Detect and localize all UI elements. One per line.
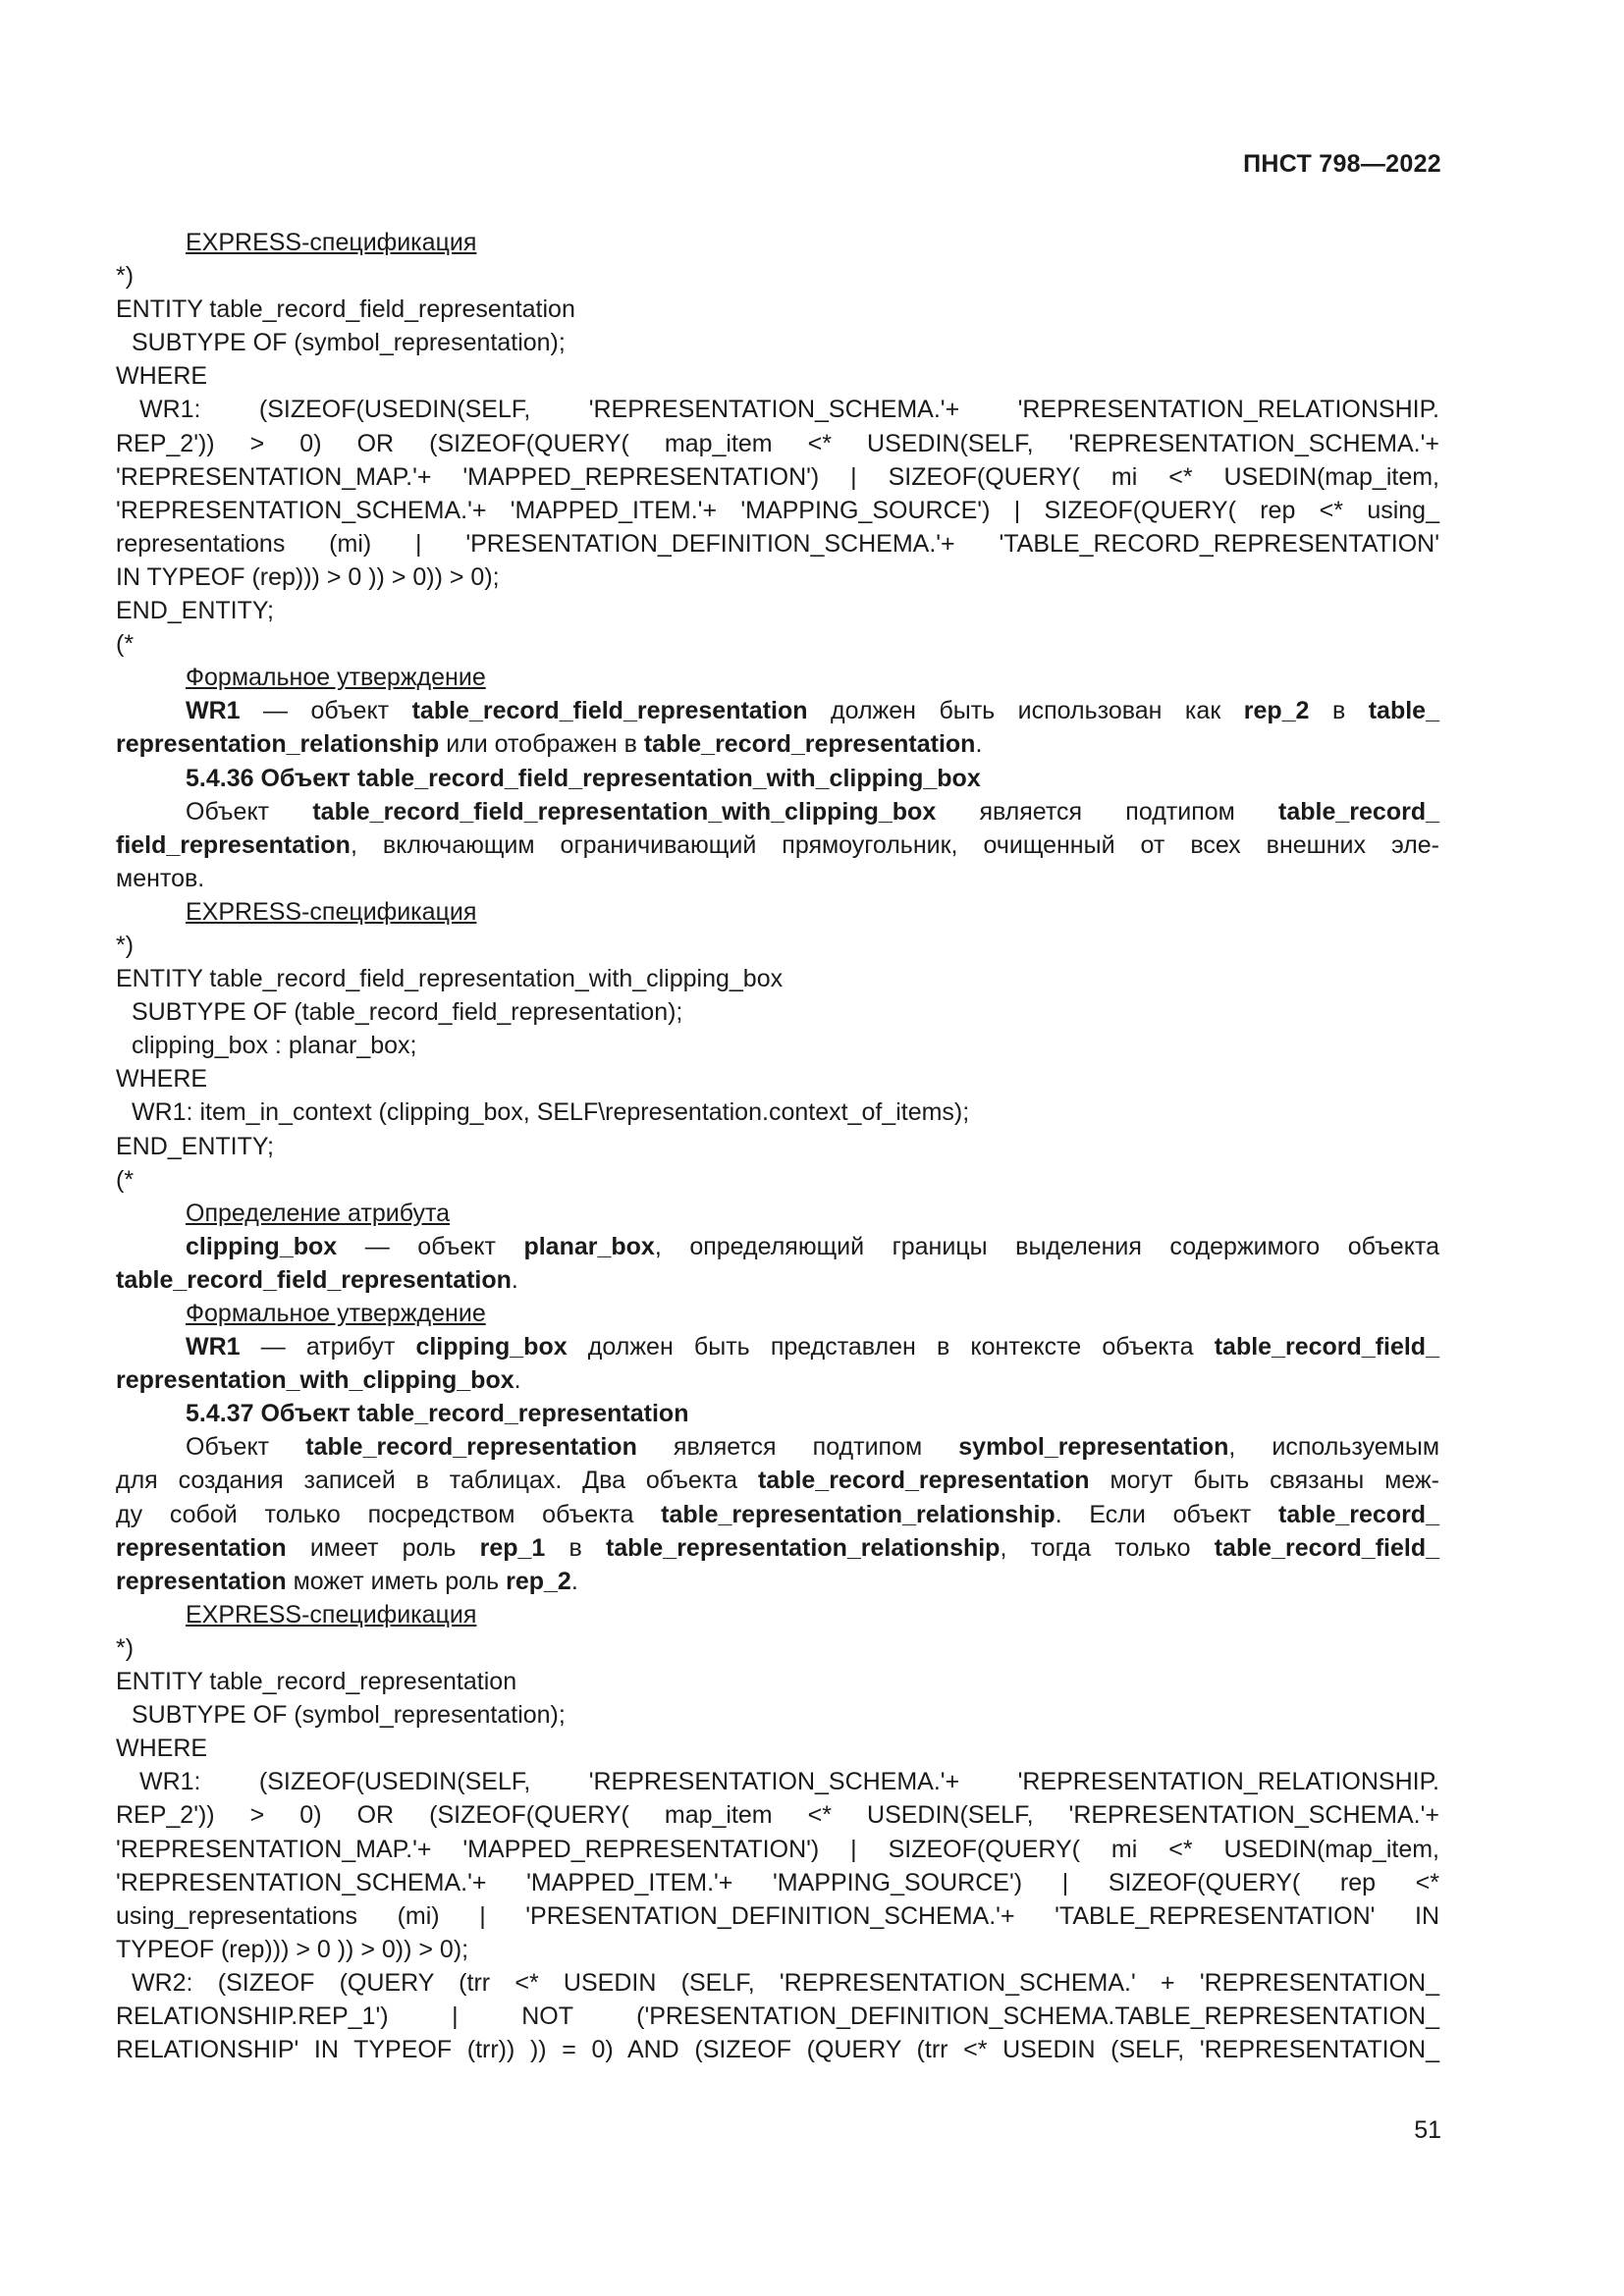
formal-statement-text: representation_with_clipping_box. (116, 1366, 521, 1395)
code-line: *) (116, 1633, 135, 1662)
express-spec-heading: EXPRESS-спецификация (186, 229, 477, 256)
section-paragraph: ду собой только посредством объекта table_representation_relationship. Если объект table_record_ (116, 1500, 1439, 1528)
code-line: ENTITY table_record_field_representation (116, 295, 575, 324)
section-paragraph: field_representation, включающим ограничивающий прямоугольник, очищенный от всех внешних эле- (116, 830, 1439, 859)
code-line: (* (116, 1165, 135, 1194)
formal-statement-text: representation_relationship или отображен в table_record_representation. (116, 730, 983, 759)
code-line: *) (116, 262, 135, 291)
code-line: 'REPRESENTATION_MAP.'+ 'MAPPED_REPRESENTATION') | SIZEOF(QUERY( mi <* USEDIN(map_item, (116, 1835, 1439, 1863)
code-line: END_ENTITY; (116, 1132, 274, 1160)
section-title: 5.4.37 Объект table_record_representation (186, 1400, 689, 1428)
code-line: END_ENTITY; (116, 597, 274, 625)
code-line: 'REPRESENTATION_SCHEMA.'+ 'MAPPED_ITEM.'+ 'MAPPING_SOURCE') | SIZEOF(QUERY( rep <* using_ (116, 496, 1439, 524)
code-line: WR2: (SIZEOF (QUERY (trr <* USEDIN (SELF, 'REPRESENTATION_SCHEMA.' + 'REPRESENTATION_ (132, 1968, 1439, 1997)
code-line: 'REPRESENTATION_MAP.'+ 'MAPPED_REPRESENTATION') | SIZEOF(QUERY( mi <* USEDIN(map_item, (116, 462, 1439, 491)
code-line: *) (116, 931, 135, 959)
code-line: representations (mi) | 'PRESENTATION_DEFINITION_SCHEMA.'+ 'TABLE_RECORD_REPRESENTATION' (116, 529, 1439, 558)
attribute-definition-heading: Определение атрибута (186, 1199, 451, 1227)
section-paragraph: Объект table_record_field_representation_with_clipping_box является подтипом table_record_ (186, 797, 1439, 826)
section-paragraph: Объект table_record_representation является подтипом symbol_representation, используемым (186, 1433, 1440, 1462)
code-line: SUBTYPE OF (symbol_representation); (132, 1701, 566, 1730)
formal-statement-text: WR1 — объект table_record_field_representation должен быть использован как rep_2 в table_ (186, 697, 1439, 725)
formal-statement-heading: Формальное утверждение (186, 664, 486, 692)
code-line: RELATIONSHIP' IN TYPEOF (trr)) )) = 0) AND (SIZEOF (QUERY (trr <* USEDIN (SELF, 'REPRESENTATION_ (116, 2036, 1439, 2064)
code-line: SUBTYPE OF (symbol_representation); (132, 329, 566, 357)
code-line: RELATIONSHIP.REP_1') | NOT ('PRESENTATION_DEFINITION_SCHEMA.TABLE_REPRESENTATION_ (116, 2002, 1439, 2030)
code-line: WHERE (116, 362, 208, 391)
code-line: WR1: (SIZEOF(USEDIN(SELF, 'REPRESENTATION_SCHEMA.'+ 'REPRESENTATION_RELATIONSHIP. (139, 396, 1439, 424)
code-line: IN TYPEOF (rep))) > 0 )) > 0)) > 0); (116, 562, 500, 591)
code-line: ENTITY table_record_representation (116, 1668, 517, 1696)
attribute-definition-text: table_record_field_representation. (116, 1265, 518, 1294)
code-line: SUBTYPE OF (table_record_field_representation); (132, 998, 683, 1027)
code-line: WR1: (SIZEOF(USEDIN(SELF, 'REPRESENTATION_SCHEMA.'+ 'REPRESENTATION_RELATIONSHIP. (139, 1768, 1439, 1796)
section-title: 5.4.36 Объект table_record_field_representation_with_clipping_box (186, 764, 981, 792)
document-id: ПНСТ 798—2022 (1243, 150, 1441, 178)
code-line: 'REPRESENTATION_SCHEMA.'+ 'MAPPED_ITEM.'+ 'MAPPING_SOURCE') | SIZEOF(QUERY( rep <* (116, 1868, 1439, 1896)
attribute-definition-text: clipping_box — объект planar_box, определяющий границы выделения содержимого объекта (186, 1232, 1439, 1260)
code-line: clipping_box : planar_box; (132, 1032, 417, 1060)
code-line: WHERE (116, 1065, 208, 1094)
page-body (116, 226, 1439, 2066)
code-line: using_representations (mi) | 'PRESENTATION_DEFINITION_SCHEMA.'+ 'TABLE_REPRESENTATION' IN (116, 1901, 1439, 1930)
code-line: WHERE (116, 1735, 208, 1763)
code-line: REP_2')) > 0) OR (SIZEOF(QUERY( map_item <* USEDIN(SELF, 'REPRESENTATION_SCHEMA.'+ (116, 1801, 1439, 1830)
code-line: ENTITY table_record_field_representation_with_clipping_box (116, 965, 784, 993)
section-paragraph: representation имеет роль rep_1 в table_representation_relationship, тогда только table_record_field_ (116, 1533, 1439, 1562)
code-line: (* (116, 630, 135, 659)
code-line: REP_2')) > 0) OR (SIZEOF(QUERY( map_item <* USEDIN(SELF, 'REPRESENTATION_SCHEMA.'+ (116, 429, 1439, 457)
formal-statement-text: WR1 — атрибут clipping_box должен быть представлен в контексте объекта table_record_field_ (186, 1333, 1439, 1362)
page-number: 51 (1414, 2116, 1441, 2144)
section-paragraph: ментов. (116, 864, 205, 892)
code-line: TYPEOF (rep))) > 0 )) > 0)) > 0); (116, 1935, 469, 1963)
express-spec-heading: EXPRESS-спецификация (186, 1600, 477, 1629)
formal-statement-heading: Формальное утверждение (186, 1300, 486, 1327)
section-paragraph: representation может иметь роль rep_2. (116, 1567, 578, 1595)
section-paragraph: для создания записей в таблицах. Два объекта table_record_representation могут быть связаны меж- (116, 1467, 1439, 1495)
express-spec-heading: EXPRESS-спецификация (186, 897, 477, 926)
code-line: WR1: item_in_context (clipping_box, SELF\representation.context_of_items); (132, 1098, 970, 1127)
